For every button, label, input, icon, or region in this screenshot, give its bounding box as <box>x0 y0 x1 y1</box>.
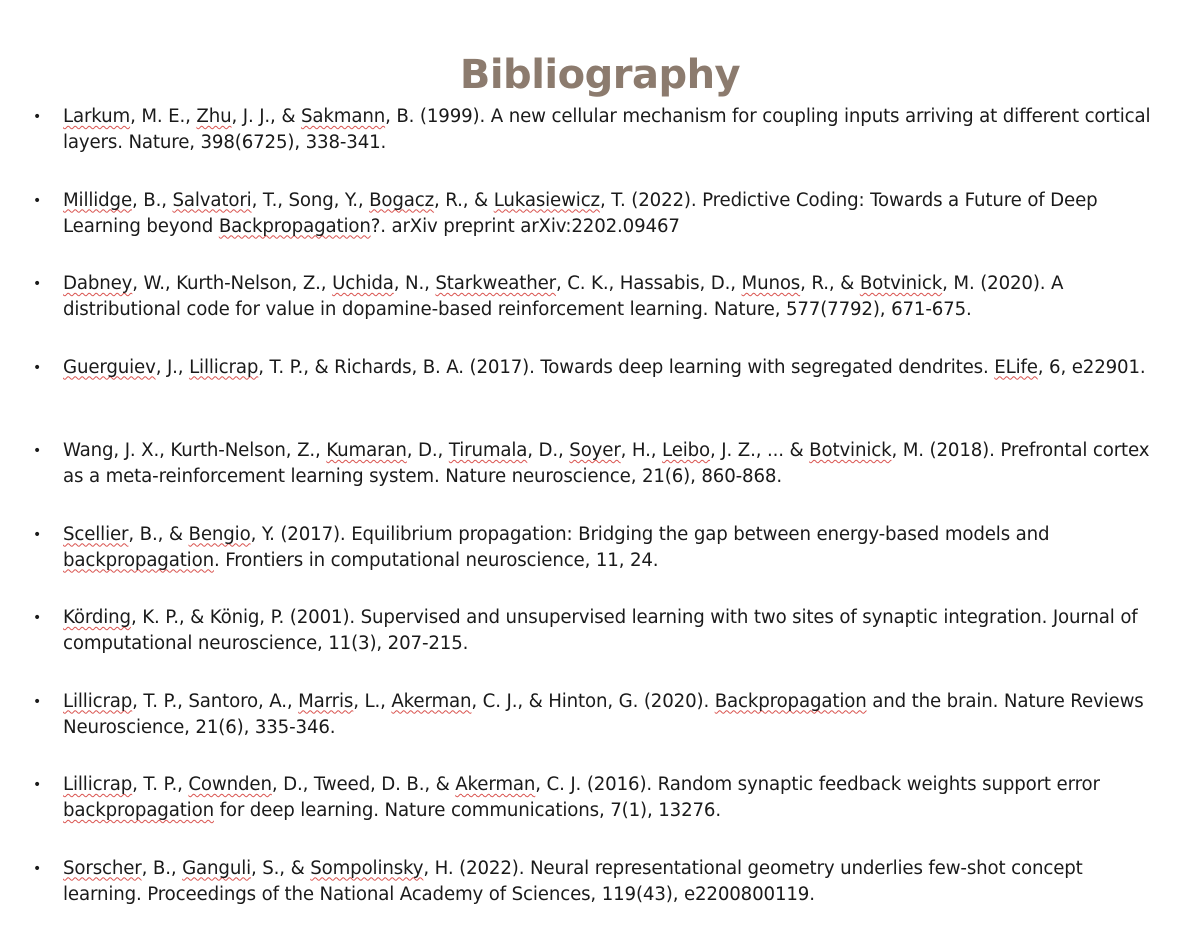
reference-text-segment: , 6, e22901. <box>1037 356 1146 378</box>
reference-text <box>63 104 1160 156</box>
spellcheck-flagged-word: Bogacz <box>369 189 435 211</box>
reference-text-segment: , H., <box>620 440 663 461</box>
reference-item <box>0 772 1200 856</box>
reference-text-segment: , S., & <box>251 857 311 879</box>
reference-list <box>0 104 1200 939</box>
spellcheck-flagged-word: Salvatori <box>172 189 252 211</box>
reference-text-segment: and the brain. Nature Reviews Neuroscience, 21(6), 335-346. <box>63 690 1144 738</box>
spellcheck-flagged-word: backpropagation <box>63 800 214 821</box>
spellcheck-flagged-word: backpropagation <box>63 549 214 571</box>
spellcheck-flagged-word: Sompolinsky <box>310 857 424 879</box>
reference-text <box>63 856 1160 908</box>
spellcheck-flagged-word: Körding <box>63 607 131 628</box>
spellcheck-flagged-word: Lillicrap <box>63 690 133 712</box>
reference-item <box>0 605 1200 689</box>
reference-text-segment: , D., Tweed, D. B., & <box>271 774 456 795</box>
spellcheck-flagged-word: ELife <box>994 356 1038 378</box>
reference-item <box>0 438 1200 522</box>
bullet-icon: • <box>32 777 42 793</box>
reference-text <box>63 271 1160 323</box>
reference-text-segment: , C. K., Hassabis, D., <box>555 273 742 294</box>
bullet-icon: • <box>32 359 42 376</box>
reference-text-segment: , J. J., & <box>231 106 301 127</box>
spellcheck-flagged-word: Backpropagation <box>714 690 867 712</box>
spellcheck-flagged-word: Sakmann <box>300 106 386 127</box>
reference-text-segment: , J., <box>155 356 190 378</box>
spellcheck-flagged-word: Botvinick <box>809 440 892 461</box>
reference-text-segment: , B., & <box>128 523 189 545</box>
reference-text-segment: , T. P., <box>132 774 189 795</box>
spellcheck-flagged-word: Leibo <box>662 440 711 461</box>
reference-text-segment: , T. P., & Richards, B. A. (2017). Towards deep learning with segregated dendrites. <box>258 356 995 378</box>
reference-text-segment: Wang, J. X., Kurth-Nelson, Z., <box>63 440 327 461</box>
reference-text-segment: for deep learning. Nature communications, 7(1), 13276. <box>213 800 721 821</box>
reference-text-segment: , T., Song, Y., <box>251 189 370 211</box>
spellcheck-flagged-word: Millidge <box>63 189 132 211</box>
reference-text-segment: , C. J. (2016). Random synaptic feedback weights support error <box>535 774 1100 795</box>
reference-item <box>0 271 1200 355</box>
spellcheck-flagged-word: Larkum <box>63 106 131 127</box>
reference-text-segment: , R., & <box>434 189 494 211</box>
spellcheck-flagged-word: Starkweather <box>435 273 556 294</box>
spellcheck-flagged-word: Scellier <box>63 523 129 545</box>
spellcheck-flagged-word: Bengio <box>188 523 251 545</box>
reference-text-segment: , N., <box>393 273 436 294</box>
reference-text-segment: , T. (2022). Predictive Coding: Towards a Future of Deep Learning beyond <box>63 189 1098 237</box>
reference-item <box>0 355 1200 439</box>
bullet-icon: • <box>32 443 42 459</box>
spellcheck-flagged-word: Tirumala <box>448 440 528 461</box>
page-title: Bibliography <box>459 51 741 98</box>
reference-text-segment: , H. (2022). Neural representational geometry underlies few-shot concept learning. Proceedings of the National Academy of Sciences, 119(43), e2200800119. <box>63 857 1083 905</box>
reference-item <box>0 522 1200 606</box>
spellcheck-flagged-word: Akerman <box>391 690 472 712</box>
spellcheck-flagged-word: Zhu <box>196 106 232 127</box>
reference-text <box>63 689 1160 741</box>
spellcheck-flagged-word: Lillicrap <box>63 774 133 795</box>
reference-item <box>0 689 1200 773</box>
reference-text-segment: . Frontiers in computational neuroscience, 11, 24. <box>213 549 659 571</box>
reference-text <box>63 605 1160 657</box>
spellcheck-flagged-word: Marris <box>298 690 354 712</box>
bullet-icon: • <box>32 526 42 543</box>
reference-text-segment: , M. E., <box>130 106 197 127</box>
bullet-icon: • <box>32 109 42 125</box>
reference-text-segment: , D., <box>406 440 449 461</box>
bullet-icon: • <box>32 610 42 626</box>
reference-text-segment: , W., Kurth-Nelson, Z., <box>132 273 333 294</box>
reference-text-segment: , D., <box>527 440 570 461</box>
reference-text <box>63 772 1160 824</box>
reference-text-segment: , Y. (2017). Equilibrium propagation: Bridging the gap between energy-based models and <box>250 523 1050 545</box>
reference-text-segment: , J. Z., ... & <box>710 440 810 461</box>
reference-text <box>63 438 1160 490</box>
reference-text-segment: , R., & <box>800 273 860 294</box>
reference-item <box>0 188 1200 272</box>
spellcheck-flagged-word: Uchida <box>332 273 394 294</box>
bullet-icon: • <box>32 276 42 292</box>
spellcheck-flagged-word: Backpropagation <box>218 215 371 237</box>
reference-text-segment: , M. (2018). Prefrontal cortex as a meta-reinforcement learning system. Nature neuroscience, 21(6), 860-868. <box>63 440 1150 487</box>
reference-text-segment: , L., <box>353 690 392 712</box>
spellcheck-flagged-word: Munos <box>741 273 801 294</box>
reference-text-segment: , C. J., & Hinton, G. (2020). <box>471 690 715 712</box>
spellcheck-flagged-word: Ganguli <box>182 857 252 879</box>
reference-text-segment: , T. P., Santoro, A., <box>132 690 299 712</box>
spellcheck-flagged-word: Sorscher <box>63 857 142 879</box>
reference-text-segment: , B., <box>131 189 173 211</box>
spellcheck-flagged-word: Dabney <box>63 273 133 294</box>
spellcheck-flagged-word: Botvinick <box>859 273 943 294</box>
bullet-icon: • <box>32 860 42 877</box>
reference-text <box>63 188 1160 240</box>
spellcheck-flagged-word: Kumaran <box>326 440 407 461</box>
spellcheck-flagged-word: Cownden <box>188 774 272 795</box>
bullet-icon: • <box>32 693 42 710</box>
spellcheck-flagged-word: Soyer <box>569 440 621 461</box>
reference-text-segment: , B. (1999). A new cellular mechanism for coupling inputs arriving at different cortical layers. Nature, 398(6725), 338-341. <box>63 106 1151 153</box>
spellcheck-flagged-word: Akerman <box>455 774 536 795</box>
reference-text-segment: ?. arXiv preprint arXiv:2202.09467 <box>370 215 680 237</box>
reference-text <box>63 522 1160 574</box>
reference-text <box>63 355 1160 381</box>
reference-text-segment: , K. P., & König, P. (2001). Supervised and unsupervised learning with two sites of synaptic integration. Journal of computational neuroscience, 11(3), 207-215. <box>63 607 1138 654</box>
spellcheck-flagged-word: Guerguiev <box>63 356 156 378</box>
reference-item <box>0 104 1200 188</box>
bullet-icon: • <box>32 192 42 209</box>
spellcheck-flagged-word: Lillicrap <box>189 356 259 378</box>
reference-text-segment: , M. (2020). A distributional code for value in dopamine-based reinforcement learning. Nature, 577(7792), 671-675. <box>63 273 1064 320</box>
reference-text-segment: , B., <box>141 857 183 879</box>
spellcheck-flagged-word: Lukasiewicz <box>493 189 600 211</box>
reference-item <box>0 856 1200 940</box>
